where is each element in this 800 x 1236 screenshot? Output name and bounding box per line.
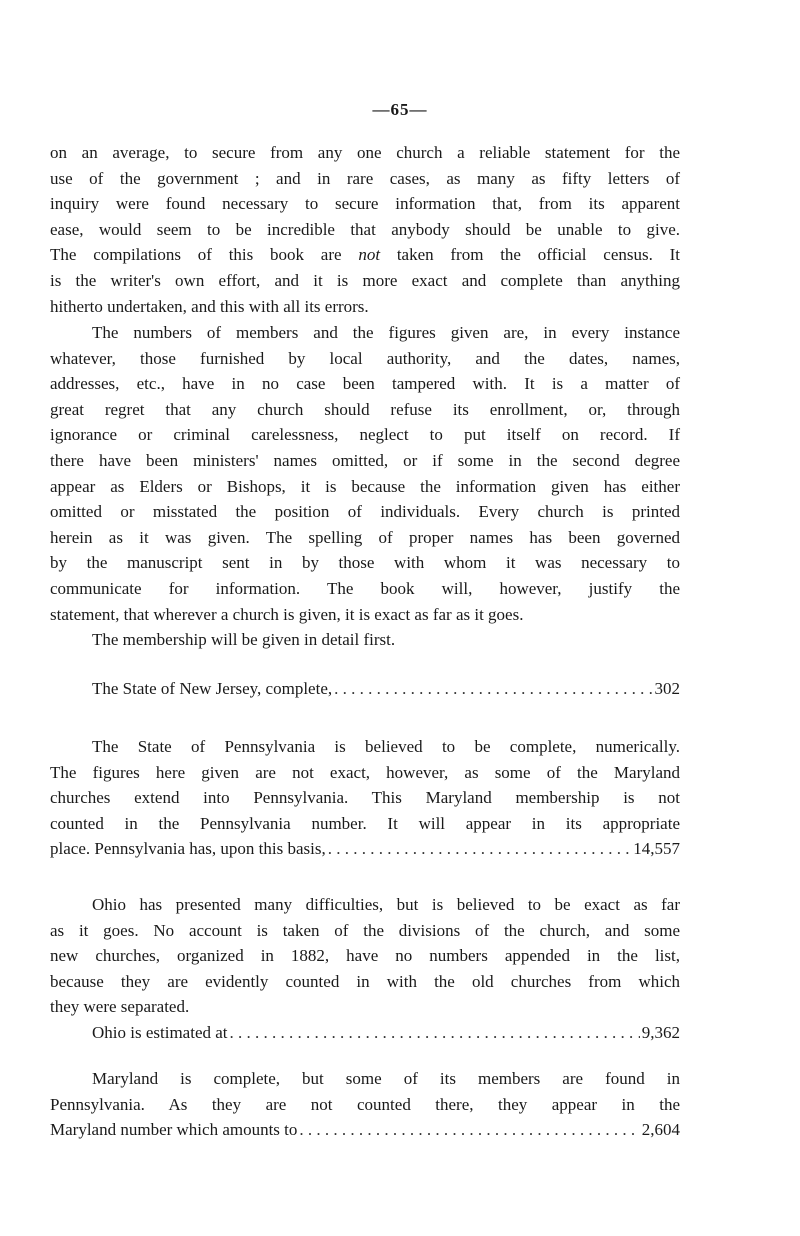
text-line: on an average, to secure from any one church a reliable statement for the xyxy=(50,143,680,162)
dot-leader xyxy=(334,676,652,702)
paragraph-members-figures xyxy=(50,320,680,653)
dot-leader xyxy=(299,1117,639,1143)
text-line: ignorance or criminal carelessness, neglect to put itself on record. If xyxy=(50,425,680,445)
entry-pennsylvania xyxy=(50,836,680,862)
entry-ohio xyxy=(50,1020,680,1046)
text-line: hitherto undertaken, and this with all its errors. xyxy=(50,296,369,316)
state-label: Ohio is estimated at xyxy=(92,1022,228,1042)
text-line: churches extend into Pennsylvania. This Maryland membership is not xyxy=(50,788,680,808)
text-line: The figures here given are not exact, however, as some of the Maryland xyxy=(50,762,680,782)
dot-leader xyxy=(328,836,632,862)
text-line: because they are evidently counted in with the old churches from which xyxy=(50,971,680,991)
text-line: there have been ministers' names omitted, or if some in the second degree xyxy=(50,450,680,470)
text-line: use of the government ; and in rare cases, as many as fifty letters of xyxy=(50,168,680,188)
emphasis-not: not xyxy=(358,245,381,265)
text-line: The numbers of members and the figures given are, in every instance xyxy=(92,323,680,342)
text-line: whatever, those furnished by local authority, and the dates, names, xyxy=(50,348,680,368)
text-line: is the writer's own effort, and it is more exact and complete than anything xyxy=(50,270,680,290)
text-line: as it goes. No account is taken of the divisions of the church, and some xyxy=(50,920,680,940)
text-line: counted in the Pennsylvania number. It will appear in its appropriate xyxy=(50,813,680,833)
state-label: The State of New Jersey, complete, xyxy=(92,679,333,698)
paragraph-maryland xyxy=(50,1066,680,1143)
member-count: 2,604 xyxy=(641,1120,680,1140)
paragraph-pennsylvania xyxy=(50,734,680,862)
text-line: herein as it was given. The spelling of proper names has been governed xyxy=(50,527,680,547)
dot-leader xyxy=(230,1020,640,1046)
text-line: by the manuscript sent in by those with whom it was necessary to xyxy=(50,553,680,573)
text-line: great regret that any church should refuse its enrollment, or, through xyxy=(50,399,680,419)
text-line: The State of Pennsylvania is believed to be complete, numerically. xyxy=(92,737,680,756)
text-line: statement, that wherever a church is given, it is exact as far as it goes. xyxy=(50,604,524,624)
entry-new-jersey xyxy=(50,676,680,702)
text-line: Ohio has presented many difficulties, but is believed to be exact as far xyxy=(92,895,680,914)
member-count: 302 xyxy=(654,679,680,698)
member-count: 14,557 xyxy=(633,839,680,859)
entry-maryland xyxy=(50,1117,680,1143)
text-fragment: taken from the official census. It xyxy=(396,245,680,265)
text-line: new churches, organized in 1882, have no numbers appended in the list, xyxy=(50,946,680,966)
state-label: place. Pennsylvania has, upon this basis, xyxy=(50,839,326,859)
text-line: omitted or misstated the position of individuals. Every church is printed xyxy=(50,502,680,522)
text-line: appear as Elders or Bishops, it is because the information given has either xyxy=(50,476,680,496)
state-label: Maryland number which amounts to xyxy=(50,1120,298,1140)
text-line: inquiry were found necessary to secure information that, from its apparent xyxy=(50,194,680,214)
text-line: addresses, etc., have in no case been tampered with. It is a matter of xyxy=(50,374,680,394)
text-line: they were separated. xyxy=(50,997,190,1017)
member-count: 9,362 xyxy=(641,1022,680,1042)
paragraph-ohio xyxy=(50,892,680,1046)
text-line xyxy=(50,242,680,268)
membership-note: The membership will be given in detail first. xyxy=(92,630,396,650)
page-number: —65— xyxy=(372,100,428,119)
text-line: Maryland is complete, but some of its members are found in xyxy=(92,1069,680,1088)
text-line: ease, would seem to be incredible that anybody should be unable to give. xyxy=(50,219,680,239)
paragraph-census-note xyxy=(50,140,680,319)
text-line: Pennsylvania. As they are not counted there, they appear in the xyxy=(50,1094,680,1114)
text-fragment: The compilations of this book are xyxy=(50,245,342,265)
text-line: communicate for information. The book will, however, justify the xyxy=(50,578,680,598)
